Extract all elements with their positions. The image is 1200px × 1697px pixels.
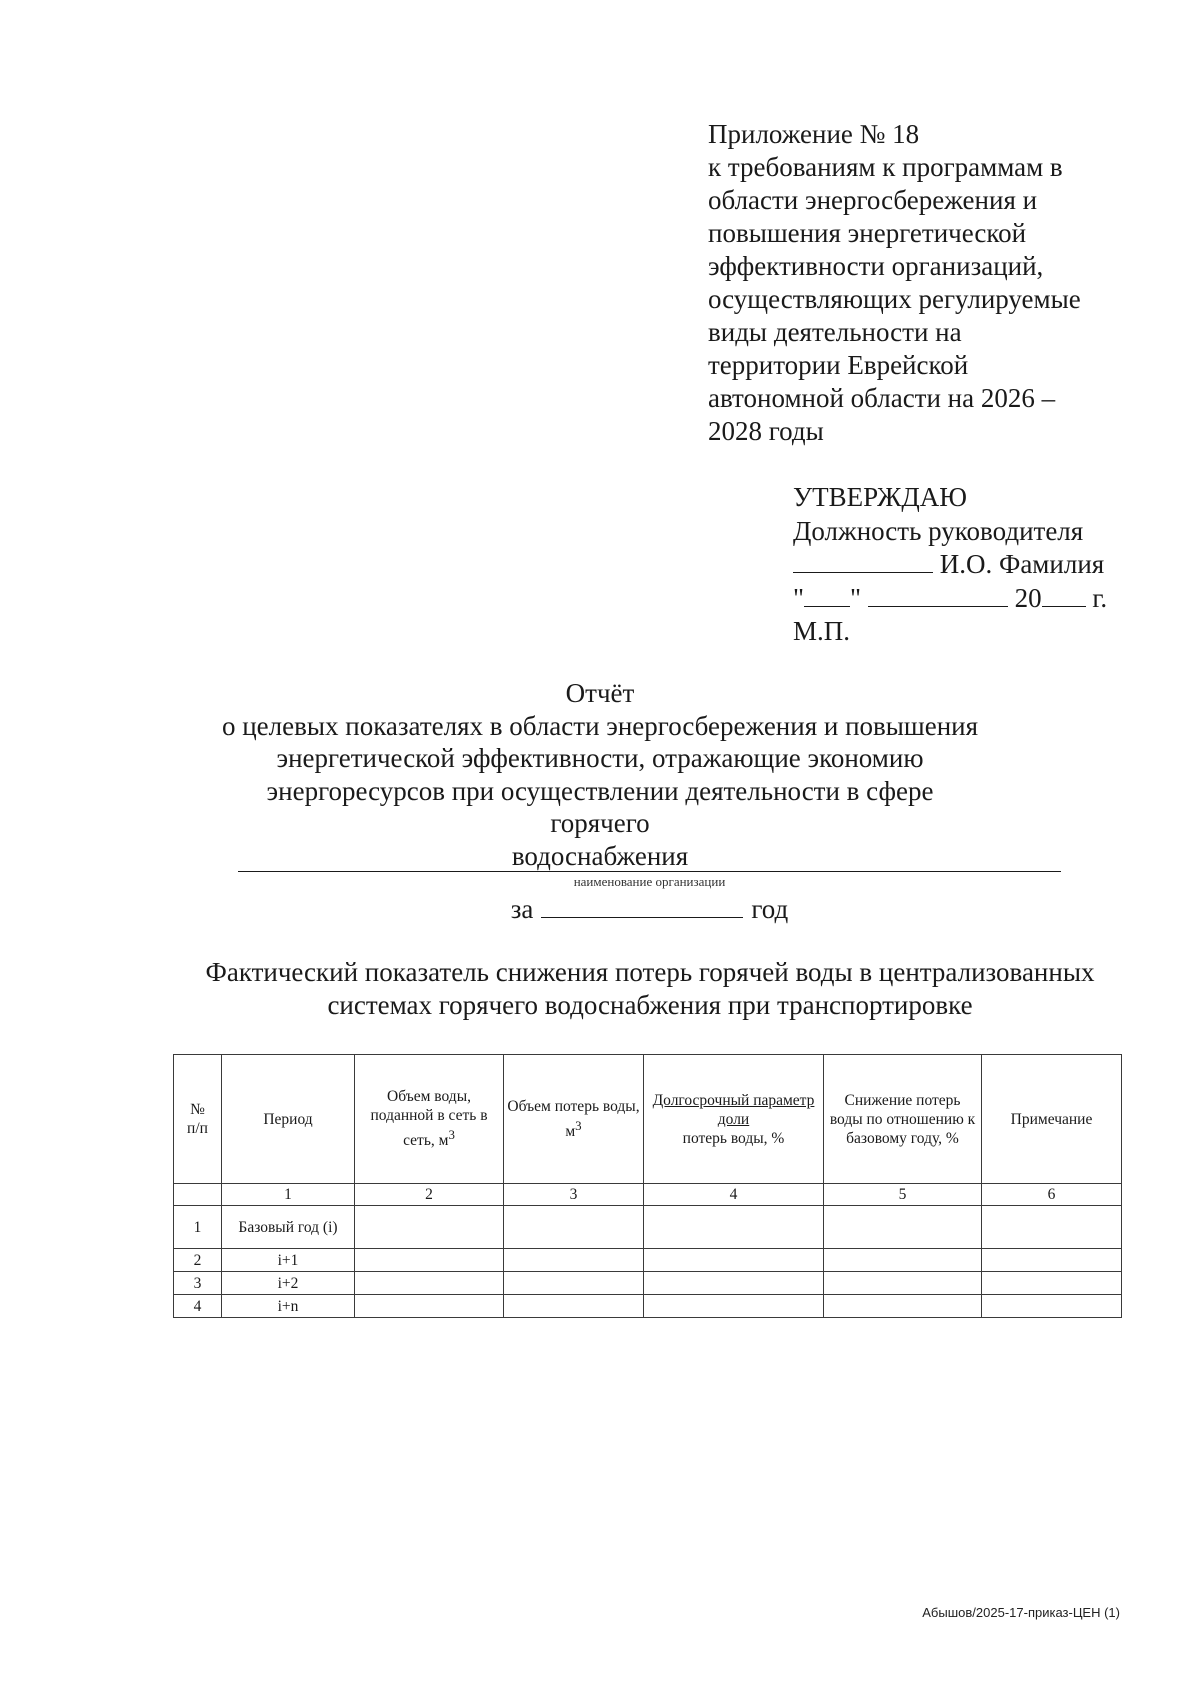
header-loss-reduction: Снижение потерь воды по отношению к базовому году, % [824, 1055, 982, 1184]
losses-table [173, 1054, 1122, 1318]
table-cell [824, 1206, 982, 1249]
approval-block [793, 481, 1123, 649]
report-subtitle-line: энергоресурсов при осуществлении деятельности в сфере горячего [266, 775, 934, 838]
approval-signature-line [793, 548, 1123, 582]
row-number: 1 [174, 1206, 222, 1249]
approval-name: И.О. Фамилия [939, 549, 1105, 579]
date-quote-open: " [793, 582, 805, 613]
table-cell [504, 1295, 644, 1318]
date-quote-close: " [850, 582, 862, 613]
report-title: Отчёт [565, 678, 635, 708]
table-cell [982, 1206, 1122, 1249]
approval-date-line [793, 582, 1123, 616]
table-cell [644, 1272, 824, 1295]
table-row [174, 1249, 1122, 1272]
row-period: Базовый год (i) [222, 1206, 355, 1249]
appendix-line: 2028 годы [708, 416, 824, 446]
header-number: № п/п [174, 1055, 222, 1184]
header-water-losses: Объем потерь воды, $м^3$ [504, 1055, 644, 1184]
column-number: 4 [644, 1184, 824, 1206]
appendix-line: повышения энергетической [708, 218, 1027, 248]
day-blank [804, 584, 850, 607]
table-row [174, 1295, 1122, 1318]
document-footer-code: Абышов/2025-17-приказ-ЦЕН (1) [922, 1605, 1120, 1620]
table-cell [504, 1272, 644, 1295]
table-cell [504, 1206, 644, 1249]
year-field-blank [541, 893, 743, 918]
column-number: 3 [504, 1184, 644, 1206]
appendix-line: к требованиям к программам в [708, 152, 1063, 182]
report-subtitle-line: о целевых показателях в области энергосбережения и повышения [221, 710, 979, 741]
year-blank [1042, 584, 1086, 607]
row-number: 2 [174, 1249, 222, 1272]
table-title [170, 956, 1130, 1022]
table-cell [355, 1295, 504, 1318]
header-long-term-parameter: Долгосрочный параметр доли потерь воды, % [644, 1055, 824, 1184]
column-number: 5 [824, 1184, 982, 1206]
appendix-line: эффективности организаций, [708, 251, 1044, 281]
appendix-line: автономной области на 2026 – [708, 383, 1056, 413]
appendix-line: области энергосбережения и [708, 185, 1038, 215]
date-year-prefix: 20 [1014, 582, 1042, 613]
approval-position: Должность руководителя [793, 515, 1084, 546]
table-cell [174, 1184, 222, 1206]
signature-blank [793, 550, 933, 573]
approval-stamp: М.П. [793, 616, 851, 646]
appendix-title: Приложение № 18 [708, 119, 920, 149]
report-subtitle-line: водоснабжения [511, 840, 689, 871]
table-cell [824, 1295, 982, 1318]
organization-caption: наименование организации [573, 874, 726, 889]
header-water-supplied: Объем воды, поданной в сеть в сеть, $м^3$ [355, 1055, 504, 1184]
table-cell [644, 1249, 824, 1272]
table-cell [824, 1249, 982, 1272]
table-row [174, 1206, 1122, 1249]
organization-line [238, 871, 1061, 872]
column-number: 2 [355, 1184, 504, 1206]
month-blank [868, 584, 1008, 607]
table-row [174, 1272, 1122, 1295]
table-cell [355, 1206, 504, 1249]
header-period: Период [222, 1055, 355, 1184]
row-number: 3 [174, 1272, 222, 1295]
row-period: i+1 [222, 1249, 355, 1272]
row-number: 4 [174, 1295, 222, 1318]
row-period: i+n [222, 1295, 355, 1318]
appendix-block [708, 118, 1114, 448]
table-cell [644, 1206, 824, 1249]
table-cell [504, 1249, 644, 1272]
table-title-line: Фактический показатель снижения потерь горячей воды в централизованных [205, 957, 1095, 987]
table-header-row [174, 1055, 1122, 1184]
table-cell [355, 1272, 504, 1295]
appendix-line: виды деятельности на [708, 317, 962, 347]
table-cell [982, 1272, 1122, 1295]
report-subtitle-line: энергетической эффективности, отражающие экономию [276, 743, 924, 773]
column-number-row [174, 1184, 1122, 1206]
report-year-line [238, 893, 1061, 925]
table-cell [982, 1295, 1122, 1318]
date-suffix: г. [1092, 582, 1108, 613]
header-note: Примечание [982, 1055, 1122, 1184]
appendix-line: осуществляющих регулируемые [708, 284, 1081, 314]
year-label: год [751, 894, 789, 924]
table-title-line: системах горячего водоснабжения при транспортировке [327, 990, 973, 1020]
column-number: 6 [982, 1184, 1122, 1206]
table-cell [644, 1295, 824, 1318]
report-heading [220, 677, 980, 872]
column-number: 1 [222, 1184, 355, 1206]
row-period: i+2 [222, 1272, 355, 1295]
table-cell [824, 1272, 982, 1295]
table-cell [355, 1249, 504, 1272]
appendix-line: территории Еврейской [708, 350, 969, 380]
table-cell [982, 1249, 1122, 1272]
approval-heading: УТВЕРЖДАЮ [793, 482, 968, 512]
for-label: за [510, 894, 534, 924]
